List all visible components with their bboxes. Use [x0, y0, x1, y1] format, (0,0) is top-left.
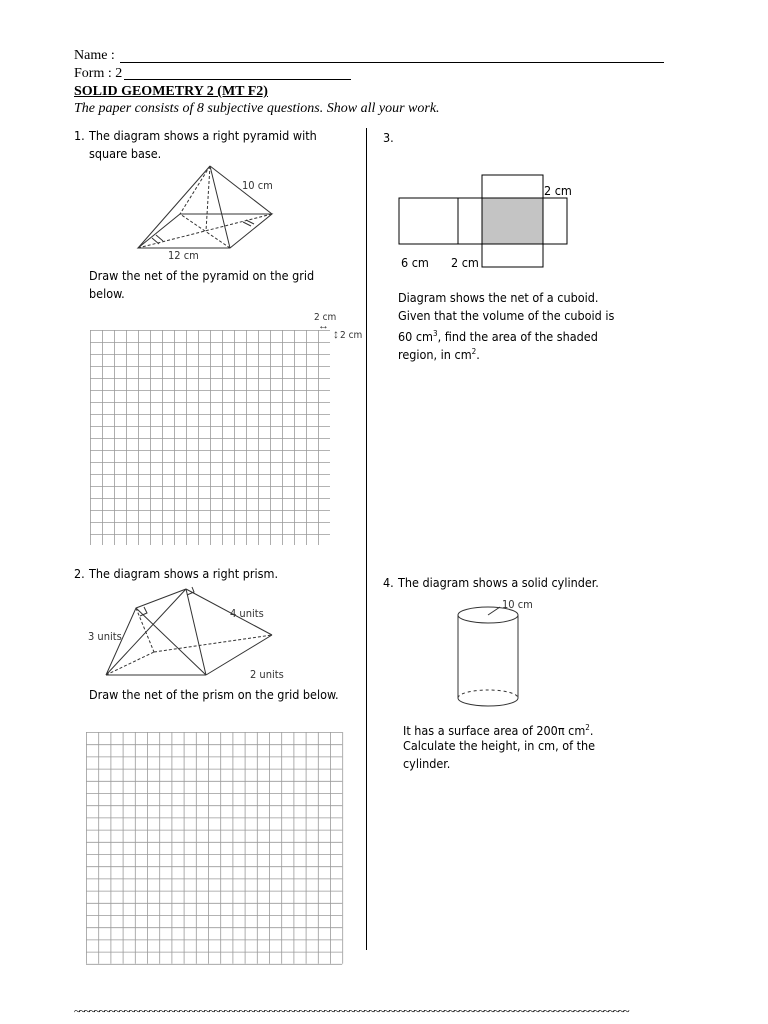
- prism-label-c: 2 units: [250, 668, 284, 681]
- cylinder-label-diam: 10 cm: [502, 598, 533, 611]
- net-face-shaded: [482, 198, 543, 244]
- form-field[interactable]: [124, 79, 351, 80]
- q2-task: Draw the net of the prism on the grid below.: [89, 687, 339, 702]
- q2-text: The diagram shows a right prism.: [89, 566, 279, 581]
- q3-label-2: 2 cm: [451, 255, 479, 270]
- q1-task-line2: below.: [89, 286, 125, 301]
- net-face-side-right: [543, 198, 567, 244]
- name-field[interactable]: [120, 62, 664, 63]
- pyramid-label-base: 12 cm: [168, 249, 199, 262]
- prism-diagram: [84, 580, 304, 682]
- q3-label-6: 6 cm: [401, 255, 429, 270]
- q1-text-line1: The diagram shows a right pyramid with: [89, 128, 317, 143]
- q4-text-line2: Calculate the height, in cm, of the: [403, 738, 596, 753]
- grid1-scale-w-label: 2 cm: [314, 312, 337, 323]
- grid1-scale-h-arrow-icon: ↕: [333, 327, 339, 341]
- q4-number: 4.: [383, 575, 394, 590]
- q1-text-line2: square base.: [89, 146, 162, 161]
- grid1-scale-h-label: 2 cm: [340, 330, 363, 341]
- q3-label-top: 2 cm: [544, 183, 572, 198]
- grid1-scale-w-arrow-icon: ↔: [318, 320, 329, 332]
- q3-text-line1: Diagram shows the net of a cuboid.: [398, 290, 599, 305]
- prism-label-b: 4 units: [230, 607, 264, 620]
- q4-text-line3: cylinder.: [403, 756, 451, 771]
- page-title: SOLID GEOMETRY 2 (MT F2): [74, 84, 268, 99]
- q2-answer-grid[interactable]: [86, 732, 344, 970]
- name-label: Name :: [74, 48, 115, 63]
- pyramid-label-slant: 10 cm: [242, 179, 273, 192]
- q3-text-line3: 60 $cm^3$, find the area of the shaded: [398, 329, 598, 345]
- form-label: Form :: [74, 66, 116, 81]
- q1-task-line1: Draw the net of the pyramid on the grid: [89, 268, 315, 283]
- q1-answer-grid[interactable]: [90, 330, 330, 545]
- net-face-left: [399, 198, 458, 244]
- q3-number: 3.: [383, 130, 394, 145]
- q3-text-line2: Given that the volume of the cuboid is: [398, 308, 615, 323]
- net-face-bottom: [482, 244, 543, 267]
- form-row: [74, 66, 122, 82]
- cylinder-diagram: [450, 594, 540, 716]
- column-divider: [366, 128, 367, 950]
- prism-label-a: 3 units: [88, 630, 122, 643]
- net-face-side-left: [458, 198, 482, 244]
- q4-text: The diagram shows a solid cylinder.: [398, 575, 599, 590]
- q2-number: 2.: [74, 566, 85, 581]
- q4-text-line1: It has a surface area of 200π $cm^2$.: [403, 723, 594, 739]
- form-value: 2: [115, 66, 123, 81]
- q1-number: 1.: [74, 128, 85, 143]
- net-face-top: [482, 175, 543, 198]
- pyramid-diagram: [130, 160, 310, 262]
- q3-text-line4: region, in $cm^2$.: [398, 347, 480, 363]
- footer-tilde-rule: ~~~~~~~~~~~~~~~~~~~~~~~~~~~~~~~~~~~~~~~~~~~~~~~~~~~~~~~~~~~~~~~~~~~~~~~~~~~~~~~~~~~~~~~~~~~~~~~~~~~~~~~~~~~~~~~: [74, 1004, 629, 1018]
- instruction-text: The paper consists of 8 subjective questions. Show all your work.: [74, 101, 440, 116]
